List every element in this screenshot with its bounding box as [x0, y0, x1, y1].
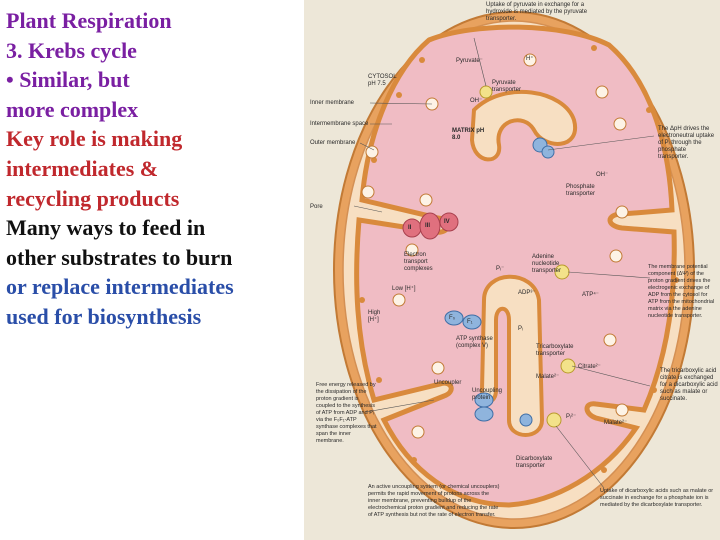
citrate-label: Citrate²⁻	[578, 364, 601, 370]
inner-membrane-label: Inner membrane	[310, 100, 355, 106]
slide-line-replace: or replace intermediates	[6, 274, 234, 300]
atp-label: ATP⁴⁻	[582, 292, 599, 298]
h-plus-icon	[596, 86, 608, 98]
pyruvate-transporter-icon	[480, 86, 492, 98]
complex-ii-label: II	[408, 225, 412, 231]
h-plus-icon	[616, 404, 628, 416]
uncoupling-protein-label: Uncoupling protein	[472, 388, 503, 401]
h-plus-icon	[420, 194, 432, 206]
pore-label: Pore	[310, 204, 323, 210]
uptake-pyruvate-note: Uptake of pyruvate in exchange for a hydroxide is mediated by the pyruvate transporter.	[486, 2, 588, 22]
h-plus-icon	[362, 186, 374, 198]
complex-ii-icon	[403, 219, 421, 237]
dicarboxylate-transporter-icon	[547, 413, 561, 427]
h-plus-icon	[366, 146, 378, 158]
slide-line-complex: more complex	[6, 96, 139, 122]
intermembrane-space-label: Intermembrane space	[310, 121, 369, 127]
slide-line-intermediates: intermediates &	[6, 155, 159, 181]
malate-label: Malate²⁻	[536, 374, 560, 380]
pi-label: Pᵢ⁻	[496, 266, 505, 272]
slide-line-substrates: other substrates to burn	[6, 244, 233, 270]
matrix-label: MATRIX pH 8.0	[452, 128, 485, 141]
h-plus-label: H⁺	[526, 56, 534, 62]
electron-transport-label: Electron transport complexes	[404, 252, 433, 272]
membrane-potential-note: The membrane potential component (ΔΨ) of the proton gradient drives the electrogenic exchange of ADP from the cytosol for ATP from the mitochondrial matrix via the adenine nucleotide transporter.	[648, 264, 715, 319]
uncoupler-label: Uncoupler	[434, 380, 462, 386]
slide-text	[6, 6, 306, 332]
h-plus-icon	[432, 362, 444, 374]
mitochondrion-figure	[304, 0, 720, 540]
slide-line-key-role: Key role is making	[6, 126, 183, 152]
uncoupling-protein-icon	[520, 414, 532, 426]
h-plus-icon	[614, 118, 626, 130]
outer-membrane-label: Outer membrane	[310, 140, 356, 146]
h-plus-icon	[610, 250, 622, 262]
complex-iv-label: IV	[444, 219, 450, 225]
high-h-label: High [H⁺]	[368, 310, 381, 323]
tricarboxylate-transporter-label: Tricarboxylate transporter	[536, 344, 574, 357]
pyruvate-label: Pyruvate⁻	[456, 58, 483, 64]
slide-line-many-ways: Many ways to feed in	[6, 215, 206, 241]
adenine-transporter-label: Adenine nucleotide transporter	[532, 254, 562, 274]
cytosol-label: CYTOSOL pH 7.5	[368, 74, 397, 87]
h-plus-icon	[393, 294, 405, 306]
ph-gradient-note: The ΔpH drives the electroneutral uptake of Pᵢ through the phosphate transporter.	[658, 126, 715, 160]
h-plus-icon	[616, 206, 628, 218]
h-plus-icon	[412, 426, 424, 438]
oh-label-2: OH⁻	[596, 172, 609, 178]
h-plus-icon	[604, 334, 616, 346]
dicarboxylate-transporter-label: Dicarboxylate transporter	[516, 456, 553, 469]
atp-synthase-label: ATP synthase (complex V)	[456, 336, 493, 349]
low-h-label: Low [H⁺]	[392, 286, 416, 292]
pyruvate-transporter-label: Pyruvate transporter	[492, 80, 522, 93]
malate-label-2: Malate²⁻	[604, 420, 628, 426]
phosphate-transporter-label: Phosphate transporter	[566, 184, 596, 197]
pi-label-2: Pᵢ	[518, 326, 523, 332]
phosphate-transporter-icon	[542, 146, 554, 158]
f1-label: F₁	[467, 319, 473, 325]
free-energy-note: Free energy released by the dissipation of the proton gradient is coupled to the synthesis of ATP from ADP and Pᵢ via the F₀F₁-ATP synthase complexes that span the inner membrane.	[316, 382, 377, 444]
adp-label: ADP³⁻	[518, 290, 536, 296]
dicarboxylate-note: Uptake of dicarboxylic acids such as malate or succinate in exchange for a phosphate ion is mediated by the dicarboxylate transporter.	[600, 488, 714, 508]
pi-label-3: Pᵢ²⁻	[566, 414, 577, 420]
slide-title: Plant Respiration	[6, 8, 172, 33]
oh-label: OH⁻	[470, 98, 483, 104]
slide-line-recycling: recycling products	[6, 185, 180, 211]
f0-label: F₀	[449, 315, 456, 321]
tricarboxylic-note: The tricarboxylic acid citrate is exchanged for a dicarboxylic acid such as malate or succinate.	[660, 368, 718, 402]
uncoupling-note: An active uncoupling system (or chemical uncouplers) permits the rapid movement of protons across the inner membrane, preventing buildup of the electrochemical proton gradient and reducing the rate of ATP synthesis but not the rate of electron transfer.	[368, 484, 500, 518]
slide-line-biosynthesis: used for biosynthesis	[6, 303, 202, 329]
complex-iii-label: III	[425, 223, 431, 229]
slide-line-krebs: 3. Krebs cycle	[6, 37, 137, 63]
slide-line-similar: • Similar, but	[6, 67, 130, 93]
